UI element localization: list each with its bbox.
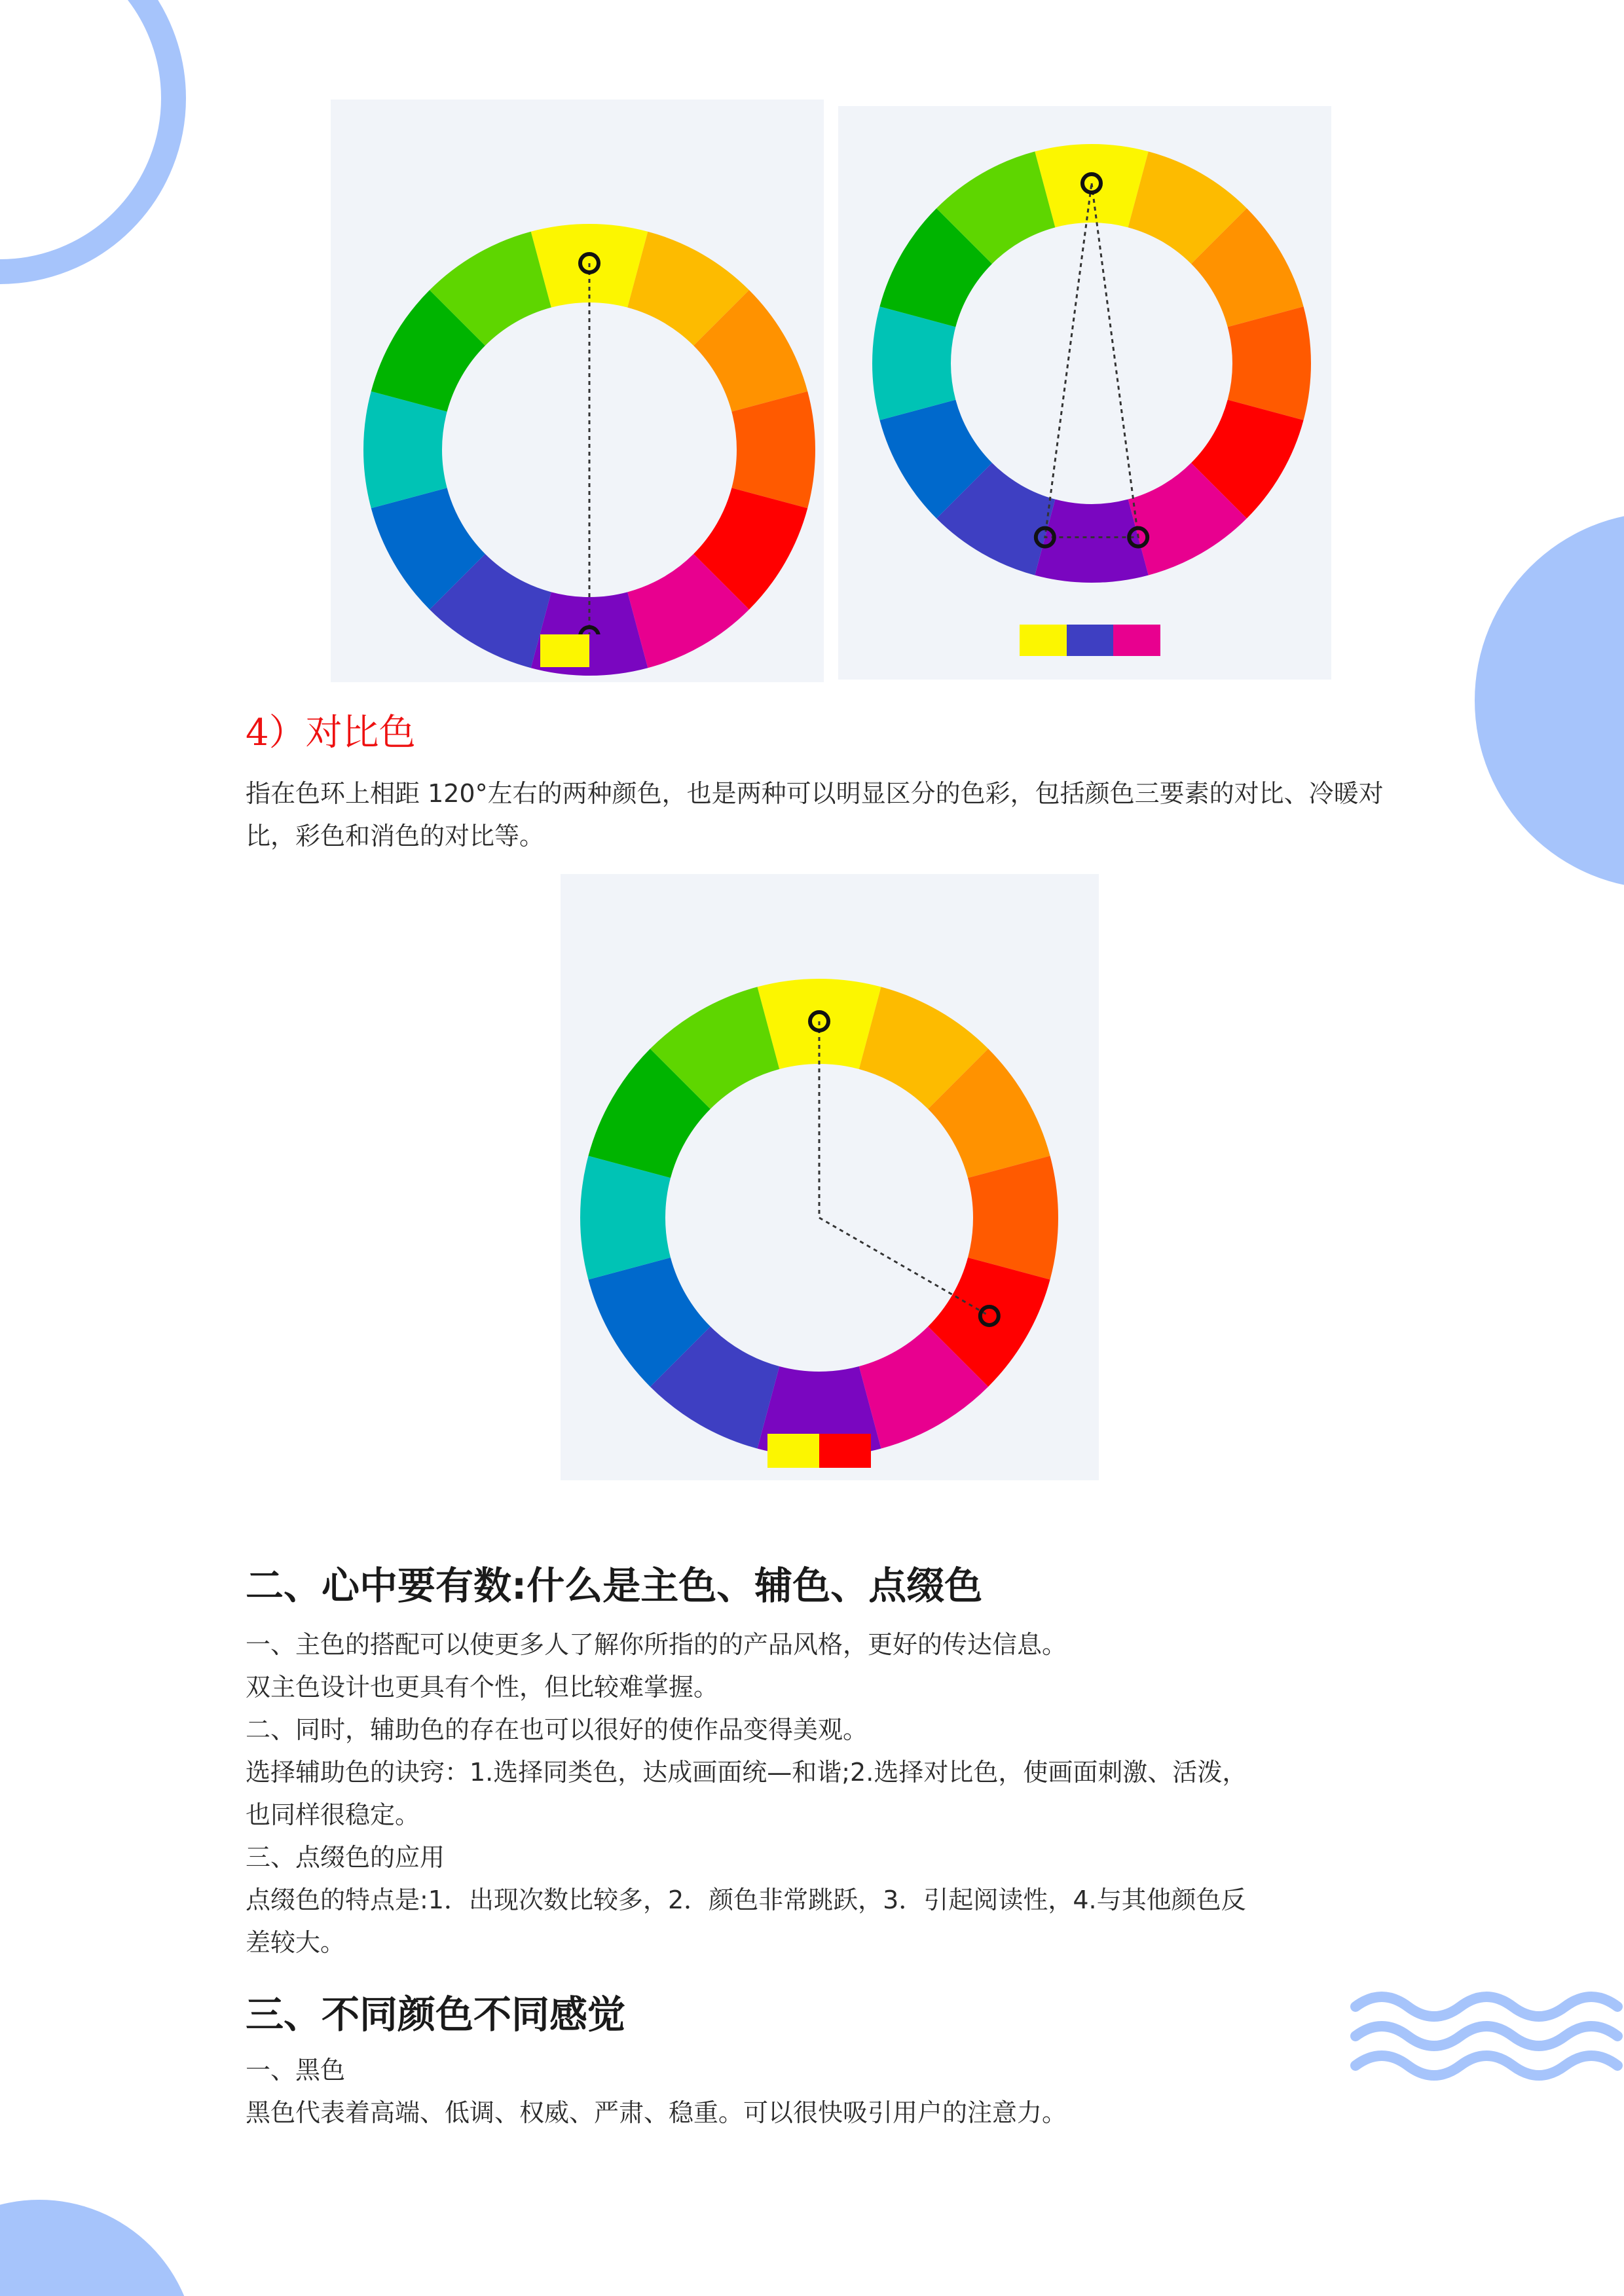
- complementary-color-wheel: [331, 100, 824, 682]
- color-swatch: [767, 1434, 819, 1468]
- wheel-segment: [872, 306, 955, 420]
- wheel-segment: [968, 1156, 1058, 1280]
- wheel-segment: [1228, 306, 1311, 420]
- color-swatch: [1067, 625, 1114, 656]
- color-swatch: [1020, 625, 1067, 656]
- color-swatch: [1113, 625, 1160, 656]
- body-line: 一、黑色: [246, 2056, 346, 2085]
- body-line: 选择辅助色的诀窍：1.选择同类色，达成画面统—和谐;2.选择对比色，使画面刺激、活泼，: [246, 1758, 1247, 1787]
- color-wheel-graphic: [331, 100, 824, 682]
- body-line: 二、同时，辅助色的存在也可以很好的使作品变得美观。: [246, 1715, 868, 1744]
- section-two-heading: 二、心中要有数:什么是主色、辅色、点缀色: [246, 1563, 983, 1608]
- dotted-connector: [1045, 183, 1138, 538]
- body-line: 点缀色的特点是:1．出现次数比较多，2．颜色非常跳跃，3．引起阅读性，4.与其他颜色反: [246, 1886, 1246, 1914]
- section-three-body: [246, 2049, 1392, 2134]
- contrast-color-description: 指在色环上相距 120°左右的两种颜色，也是两种可以明显区分的色彩，包括颜色三要素的对比、冷暖对比，彩色和消色的对比等。: [246, 779, 1384, 850]
- body-line: 三、点缀色的应用: [246, 1843, 445, 1872]
- wheel-segment: [363, 392, 447, 509]
- body-line: 双主色设计也更具有个性，但比较难掌握。: [246, 1673, 719, 1702]
- top-left-arc-decoration: [0, 0, 210, 301]
- wheel-segment: [731, 392, 815, 509]
- contrast-color-heading: 4）对比色: [246, 712, 416, 754]
- body-line: 也同样很稳定。: [246, 1800, 420, 1829]
- color-swatch: [819, 1434, 871, 1468]
- section-three-heading: 三、不同颜色不同感觉: [246, 1992, 626, 2037]
- color-wheel-graphic: [838, 106, 1331, 680]
- split-complementary-color-wheel: [838, 106, 1331, 680]
- color-swatch: [589, 634, 638, 667]
- contrast-color-wheel: [561, 874, 1099, 1480]
- section-two-body: [246, 1624, 1392, 1964]
- right-half-circle-decoration: [1473, 511, 1624, 890]
- color-swatch-strip: [1020, 625, 1160, 656]
- color-swatch-strip: [767, 1434, 871, 1468]
- body-line: 一、主色的搭配可以使更多人了解你所指的的产品风格，更好的传达信息。: [246, 1630, 1067, 1659]
- bottom-left-circle-decoration: [0, 2160, 196, 2296]
- body-line: 差较大。: [246, 1928, 346, 1957]
- wheel-segment: [580, 1156, 671, 1280]
- color-wheel-graphic: [561, 874, 1099, 1480]
- color-swatch: [540, 634, 589, 667]
- body-line: 黑色代表着高端、低调、权威、严肃、稳重。可以很快吸引用户的注意力。: [246, 2098, 1067, 2127]
- color-swatch-strip: [540, 634, 638, 667]
